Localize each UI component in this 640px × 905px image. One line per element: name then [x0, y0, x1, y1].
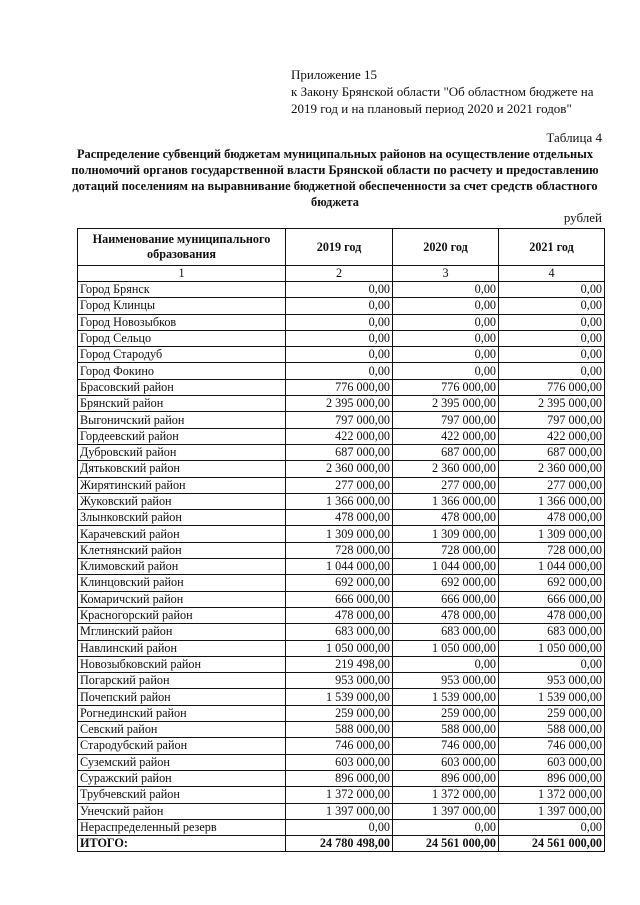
value-2020: 746 000,00: [393, 738, 499, 754]
value-2021: 746 000,00: [499, 738, 605, 754]
value-2019: 1 050 000,00: [286, 640, 393, 656]
value-2020: 683 000,00: [393, 624, 499, 640]
table-row: [78, 347, 605, 363]
value-2019: 1 539 000,00: [286, 689, 393, 705]
table-row: [78, 689, 605, 705]
value-2019: 1 397 000,00: [286, 803, 393, 819]
municipality-name: Гордеевский район: [78, 428, 286, 444]
header-2020: 2020 год: [393, 229, 499, 266]
value-2021: 1 397 000,00: [499, 803, 605, 819]
municipality-name: Суражский район: [78, 770, 286, 786]
value-2020: 1 309 000,00: [393, 526, 499, 542]
value-2021: 478 000,00: [499, 510, 605, 526]
table-row: [78, 640, 605, 656]
table-row: [78, 803, 605, 819]
value-2019: 953 000,00: [286, 673, 393, 689]
municipality-name: Жирятинский район: [78, 477, 286, 493]
total-row: [78, 836, 605, 852]
value-2021: 2 360 000,00: [499, 461, 605, 477]
value-2021: 776 000,00: [499, 379, 605, 395]
value-2021: 0,00: [499, 347, 605, 363]
value-2021: 1 050 000,00: [499, 640, 605, 656]
municipality-name: Погарский район: [78, 673, 286, 689]
value-2019: 0,00: [286, 347, 393, 363]
appendix-line-2: к Закону Брянской области "Об областном бюджете на: [291, 84, 594, 99]
table-row: [78, 363, 605, 379]
municipality-name: Севский район: [78, 722, 286, 738]
header-2019: 2019 год: [286, 229, 393, 266]
value-2021: 0,00: [499, 314, 605, 330]
value-2019: 728 000,00: [286, 542, 393, 558]
value-2020: 0,00: [393, 363, 499, 379]
municipality-name: Город Брянск: [78, 282, 286, 298]
value-2021: 1 372 000,00: [499, 787, 605, 803]
table-row: [78, 444, 605, 460]
value-2019: 0,00: [286, 314, 393, 330]
document-title: Распределение субвенций бюджетам муниципальных районов на осуществление отдельных полномочий органов государственной власти Брянской области по расчету и предоставлению дотаций поселениям на выравнивание бюджетной обеспеченности за счет средств областного бюджета: [71, 147, 599, 209]
municipality-name: Дятьковский район: [78, 461, 286, 477]
value-2021: 0,00: [499, 819, 605, 835]
value-2019: 422 000,00: [286, 428, 393, 444]
value-2020: 0,00: [393, 314, 499, 330]
municipality-name: Комаричский район: [78, 591, 286, 607]
value-2021: 277 000,00: [499, 477, 605, 493]
table-row: [78, 705, 605, 721]
table-row: [78, 787, 605, 803]
column-number: 4: [499, 266, 605, 282]
value-2020: 797 000,00: [393, 412, 499, 428]
municipality-name: Брянский район: [78, 396, 286, 412]
municipality-name: Красногорский район: [78, 607, 286, 623]
municipality-name: Город Сельцо: [78, 330, 286, 346]
value-2020: 0,00: [393, 656, 499, 672]
table-row: [78, 819, 605, 835]
value-2020: 0,00: [393, 298, 499, 314]
value-2019: 588 000,00: [286, 722, 393, 738]
value-2020: 1 366 000,00: [393, 493, 499, 509]
value-2019: 0,00: [286, 282, 393, 298]
table-row: [78, 396, 605, 412]
value-2021: 422 000,00: [499, 428, 605, 444]
value-2021: 1 366 000,00: [499, 493, 605, 509]
value-2019: 0,00: [286, 363, 393, 379]
value-2019: 683 000,00: [286, 624, 393, 640]
value-2020: 1 044 000,00: [393, 559, 499, 575]
table-label: Таблица 4: [546, 130, 602, 145]
value-2019: 0,00: [286, 298, 393, 314]
table-header-row: [78, 229, 605, 266]
table-row: [78, 607, 605, 623]
value-2021: 603 000,00: [499, 754, 605, 770]
value-2020: 1 372 000,00: [393, 787, 499, 803]
value-2020: 666 000,00: [393, 591, 499, 607]
municipality-name: Дубровский район: [78, 444, 286, 460]
value-2021: 692 000,00: [499, 575, 605, 591]
municipality-name: Город Стародуб: [78, 347, 286, 363]
municipality-name: Мглинский район: [78, 624, 286, 640]
value-2021: 896 000,00: [499, 770, 605, 786]
value-2020: 687 000,00: [393, 444, 499, 460]
value-2019: 746 000,00: [286, 738, 393, 754]
municipality-name: Унечский район: [78, 803, 286, 819]
value-2019: 776 000,00: [286, 379, 393, 395]
table-row: [78, 282, 605, 298]
appendix-line-1: Приложение 15: [291, 67, 378, 82]
table-row: [78, 591, 605, 607]
value-2020: 776 000,00: [393, 379, 499, 395]
municipality-name: Новозыбковский район: [78, 656, 286, 672]
municipality-name: Брасовский район: [78, 379, 286, 395]
value-2021: 0,00: [499, 298, 605, 314]
value-2020: 692 000,00: [393, 575, 499, 591]
value-2019: 687 000,00: [286, 444, 393, 460]
value-2021: 728 000,00: [499, 542, 605, 558]
appendix-header: [291, 66, 594, 117]
value-2019: 1 044 000,00: [286, 559, 393, 575]
value-2020: 259 000,00: [393, 705, 499, 721]
table-row: [78, 542, 605, 558]
total-2019: 24 780 498,00: [286, 836, 393, 852]
value-2020: 1 539 000,00: [393, 689, 499, 705]
appendix-line-3: 2019 год и на плановый период 2020 и 2021 годов": [291, 101, 572, 116]
value-2019: 2 395 000,00: [286, 396, 393, 412]
municipality-name: Жуковский район: [78, 493, 286, 509]
value-2021: 2 395 000,00: [499, 396, 605, 412]
header-2021: 2021 год: [499, 229, 605, 266]
table-row: [78, 412, 605, 428]
currency-unit: рублей: [563, 210, 602, 225]
value-2019: 2 360 000,00: [286, 461, 393, 477]
municipality-name: Клинцовский район: [78, 575, 286, 591]
value-2019: 1 366 000,00: [286, 493, 393, 509]
municipality-name: Город Фокино: [78, 363, 286, 379]
value-2021: 687 000,00: [499, 444, 605, 460]
value-2021: 1 044 000,00: [499, 559, 605, 575]
header-municipality: Наименование муниципального образования: [78, 229, 286, 266]
value-2019: 1 372 000,00: [286, 787, 393, 803]
value-2021: 1 539 000,00: [499, 689, 605, 705]
value-2019: 692 000,00: [286, 575, 393, 591]
table-row: [78, 298, 605, 314]
value-2020: 422 000,00: [393, 428, 499, 444]
value-2020: 588 000,00: [393, 722, 499, 738]
value-2020: 1 397 000,00: [393, 803, 499, 819]
table-body: [78, 282, 605, 836]
value-2020: 478 000,00: [393, 510, 499, 526]
value-2019: 478 000,00: [286, 607, 393, 623]
value-2019: 896 000,00: [286, 770, 393, 786]
table-row: [78, 673, 605, 689]
table-row: [78, 656, 605, 672]
table-row: [78, 575, 605, 591]
value-2020: 478 000,00: [393, 607, 499, 623]
value-2019: 259 000,00: [286, 705, 393, 721]
value-2021: 953 000,00: [499, 673, 605, 689]
value-2019: 1 309 000,00: [286, 526, 393, 542]
total-label: ИТОГО:: [78, 836, 286, 852]
table-row: [78, 493, 605, 509]
value-2019: 666 000,00: [286, 591, 393, 607]
municipality-name: Почепский район: [78, 689, 286, 705]
municipality-name: Карачевский район: [78, 526, 286, 542]
value-2019: 797 000,00: [286, 412, 393, 428]
table-row: [78, 770, 605, 786]
column-number-row: [78, 266, 605, 282]
table-row: [78, 559, 605, 575]
value-2021: 0,00: [499, 330, 605, 346]
value-2019: 277 000,00: [286, 477, 393, 493]
value-2021: 478 000,00: [499, 607, 605, 623]
table-row: [78, 510, 605, 526]
value-2019: 603 000,00: [286, 754, 393, 770]
value-2021: 1 309 000,00: [499, 526, 605, 542]
value-2021: 588 000,00: [499, 722, 605, 738]
value-2020: 0,00: [393, 330, 499, 346]
municipality-name: Климовский район: [78, 559, 286, 575]
table-row: [78, 428, 605, 444]
value-2021: 0,00: [499, 656, 605, 672]
table-row: [78, 722, 605, 738]
table-row: [78, 477, 605, 493]
table-row: [78, 461, 605, 477]
table-row: [78, 754, 605, 770]
table-row: [78, 526, 605, 542]
value-2020: 0,00: [393, 347, 499, 363]
value-2021: 683 000,00: [499, 624, 605, 640]
municipality-name: Клетнянский район: [78, 542, 286, 558]
table-row: [78, 738, 605, 754]
municipality-name: Рогнединский район: [78, 705, 286, 721]
value-2020: 277 000,00: [393, 477, 499, 493]
municipality-name: Навлинский район: [78, 640, 286, 656]
value-2019: 219 498,00: [286, 656, 393, 672]
total-2021: 24 561 000,00: [499, 836, 605, 852]
value-2020: 2 360 000,00: [393, 461, 499, 477]
value-2020: 2 395 000,00: [393, 396, 499, 412]
value-2021: 259 000,00: [499, 705, 605, 721]
column-number: 3: [393, 266, 499, 282]
table-row: [78, 624, 605, 640]
municipality-name: Нераспределенный резерв: [78, 819, 286, 835]
value-2019: 0,00: [286, 330, 393, 346]
municipality-name: Город Новозыбков: [78, 314, 286, 330]
municipality-name: Выгоничский район: [78, 412, 286, 428]
municipality-name: Стародубский район: [78, 738, 286, 754]
municipality-name: Трубчевский район: [78, 787, 286, 803]
value-2021: 797 000,00: [499, 412, 605, 428]
value-2020: 0,00: [393, 819, 499, 835]
value-2020: 603 000,00: [393, 754, 499, 770]
value-2021: 0,00: [499, 363, 605, 379]
value-2019: 0,00: [286, 819, 393, 835]
value-2020: 1 050 000,00: [393, 640, 499, 656]
value-2021: 0,00: [499, 282, 605, 298]
value-2021: 666 000,00: [499, 591, 605, 607]
column-number: 2: [286, 266, 393, 282]
value-2020: 0,00: [393, 282, 499, 298]
value-2020: 728 000,00: [393, 542, 499, 558]
total-2020: 24 561 000,00: [393, 836, 499, 852]
value-2020: 953 000,00: [393, 673, 499, 689]
value-2020: 896 000,00: [393, 770, 499, 786]
subsidy-table: [77, 228, 605, 852]
municipality-name: Город Клинцы: [78, 298, 286, 314]
column-number: 1: [78, 266, 286, 282]
municipality-name: Суземский район: [78, 754, 286, 770]
table-row: [78, 330, 605, 346]
table-row: [78, 379, 605, 395]
table-row: [78, 314, 605, 330]
value-2019: 478 000,00: [286, 510, 393, 526]
municipality-name: Злынковский район: [78, 510, 286, 526]
